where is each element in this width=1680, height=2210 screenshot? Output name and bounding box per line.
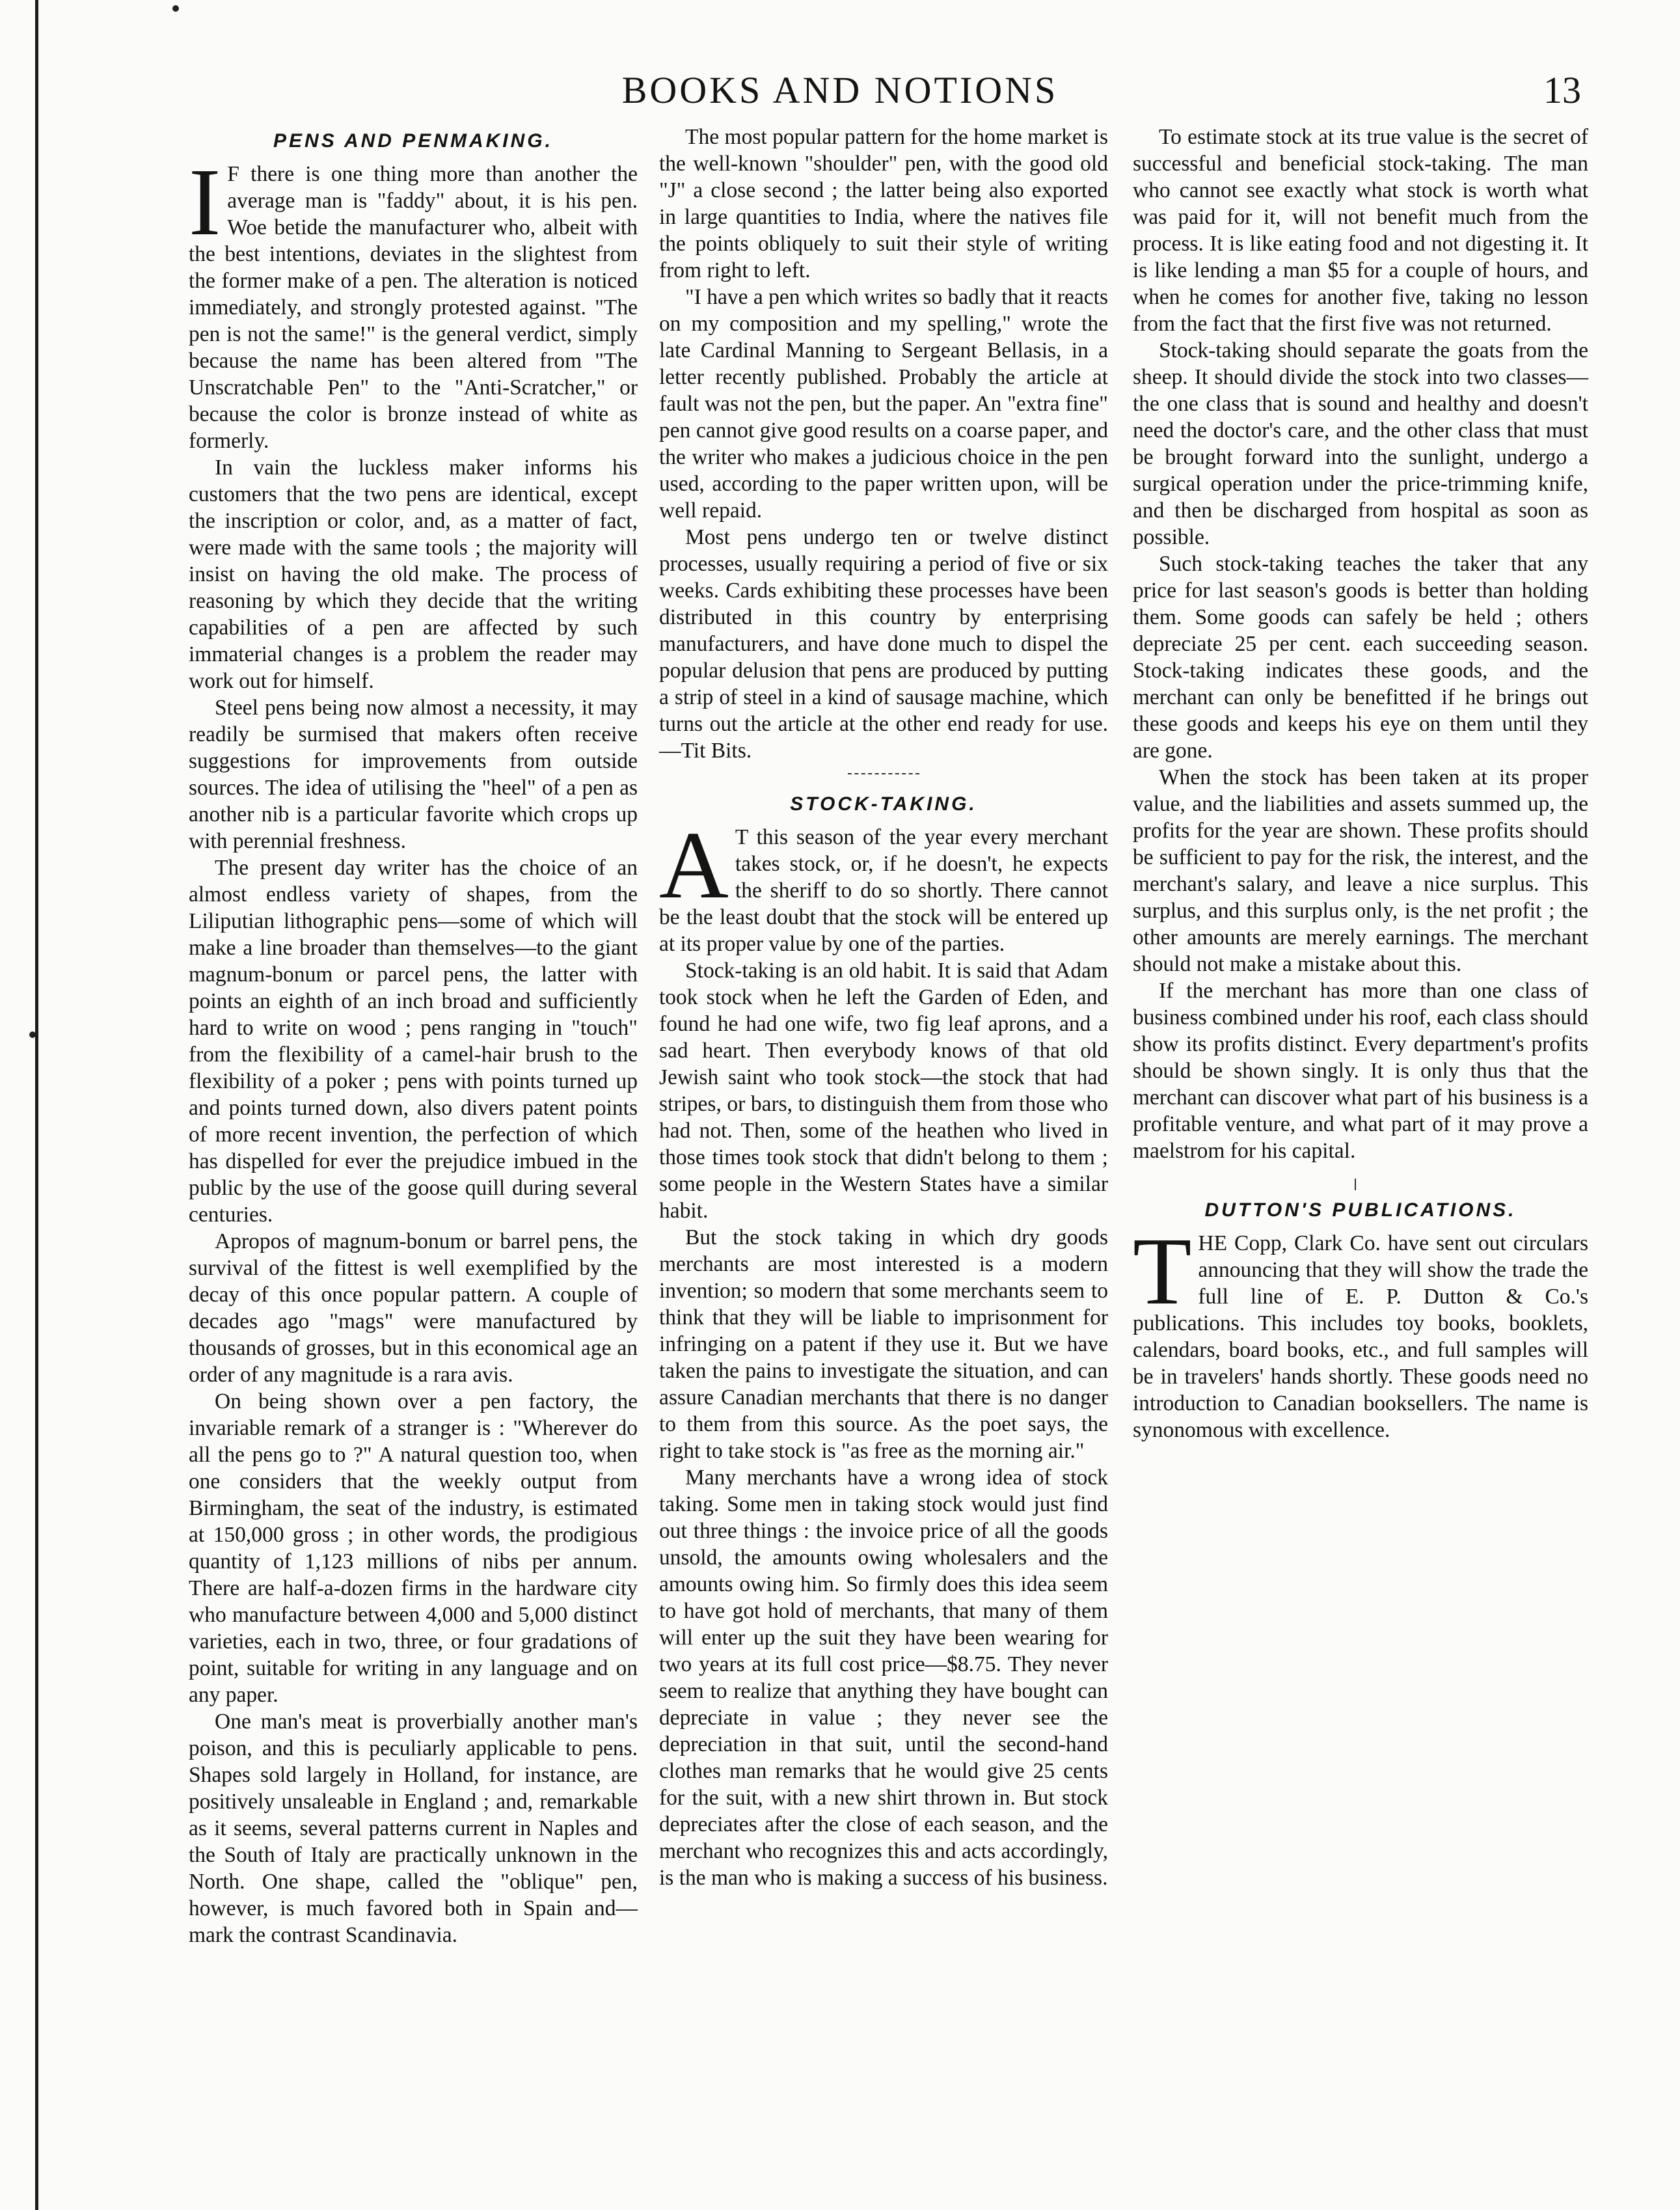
section-divider [848,773,919,776]
running-head [0,68,1680,114]
article-paragraph: "I have a pen which writes so badly that it reacts on my composition and my spelling," wrote the late Cardinal Manning to Sergeant Bellasis, in a letter recently published. Probably the article at fault was not the pen, but the paper. An "extra fine" pen cannot give good results on a coarse paper, and the writer who makes a judicious choice in the pen used, according to the paper written upon, will be well repaid. [659,285,1108,523]
article-paragraph: On being shown over a pen factory, the invariable remark of a stranger is : "Wherever do all the pens go to ?" A natural question too, when one considers that the weekly output from Birmingham, the seat of the industry, is estimated at 150,000 gross ; in other words, the prodigious quantity of 1,123 millions of nibs per annum. There are half-a-dozen firms in the hardware city who manufacture between 4,000 and 5,000 distinct varieties, each in two, three, or four gradations of point, suitable for writing in any language and on any paper. [189,1389,638,1707]
article-paragraph: Such stock-taking teaches the taker that any price for last season's goods is better than holding them. Some goods can safely be held ; others depreciate 25 per cent. each succeeding season. Stock-taking indicates these goods, and the merchant can only be benefitted if he brings out these goods and keeps his eye on them until they are gone. [1133,552,1588,763]
column-1 [189,124,638,1948]
running-title: BOOKS AND NOTIONS [621,69,1059,111]
article-paragraph: Stock-taking is an old habit. It is said that Adam took stock when he left the Garden of Eden, and found he had one wife, two fig leaf aprons, and a sad heart. Then everybody knows of that old Jewish saint who took stock—the stock that had stripes, or bars, to distinguish them from those who had not. Then, some of the heathen who lived in those times took stock that didn't belong to them ; some people in the Western States have a similar habit. [659,959,1108,1223]
section-divider [1355,1179,1366,1190]
article-paragraph: Stock-taking should separate the goats from the sheep. It should divide the stock into two classes—the one class that is sound and healthy and doesn't need the doctor's care, and the other class that must be brought forward into the sunlight, undergo a surgical operation under the price-trimming knife, and then be discharged from hospital as soon as possible. [1133,338,1588,549]
drop-cap: T [1133,1218,1192,1325]
article-title-pens: PENS AND PENMAKING. [273,130,553,152]
page-edge-rule [35,0,38,2210]
article-paragraph: In vain the luckless maker informs his customers that the two pens are identical, except the inscription or color, and, as a matter of fact, were made with the same tools ; the majority will insist on having the old make. The process of reasoning by which they decide that the writing capabilities of a pen are affected by such immaterial changes is a problem the reader may work out for himself. [189,456,638,693]
article-paragraph: To estimate stock at its true value is the secret of successful and beneficial stock-taking. The man who cannot see exactly what stock is worth what was paid for it, will not benefit much from the process. It is like eating food and not digesting it. It is like lending a man $5 for a couple of hours, and when he comes for another five, taking no lesson from the fact that the first five was not returned. [1133,125,1588,336]
column-2 [659,124,1108,1891]
article-title-stock-taking: STOCK-TAKING. [790,793,977,815]
ink-speck [172,5,179,12]
article-paragraph: The most popular pattern for the home market is the well-known "shoulder" pen, with the good old "J" a close second ; the latter being also exported in large quantities to India, where the natives file the points obliquely to suit their style of writing from right to left. [659,125,1108,282]
article-paragraph: If the merchant has more than one class of business combined under his roof, each class should show its profits distinct. Every department's profits should be shown singly. It is only thus that the merchant can discover what part of his business is a profitable venture, and what part of it may prove a maelstrom for his capital. [1133,979,1588,1163]
article-title-duttons: DUTTON'S PUBLICATIONS. [1204,1199,1517,1221]
article-paragraph: I F there is one thing more than another the average man is "faddy" about, it is his pen. Woe betide the manufacturer who, albeit with the best intentions, deviates in the slightest from the former make of a pen. The alteration is noticed immediately, and strongly protested against. "The pen is not the same!" is the general verdict, simply because the name has been altered from "The Unscratchable Pen" to the "Anti-Scratcher," or because the color is bronze instead of white as formerly. [189,149,638,453]
article-paragraph: A T this season of the year every merchant takes stock, or, if he doesn't, he expects the sheriff to do so shortly. There cannot be the least doubt that the stock will be entered up at its proper value by one of the parties. [659,812,1108,956]
article-paragraph: Apropos of magnum-bonum or barrel pens, the survival of the fittest is well exemplified by the decay of this once popular pattern. A couple of decades ago "mags" were manufactured by thousands of grosses, but in this economical age an order of any magnitude is a rara avis. [189,1229,638,1387]
article-paragraph: One man's meat is proverbially another man's poison, and this is peculiarly applicable to pens. Shapes sold largely in Holland, for instance, are positively unsaleable in England ; and, remarkable as it seems, several patterns current in Naples and the South of Italy are practically unknown in the North. One shape, called the "oblique" pen, however, is much favored both in Spain and—mark the contrast Scandinavia. [189,1710,638,1947]
column-3 [1133,124,1588,1443]
article-paragraph: Most pens undergo ten or twelve distinct processes, usually requiring a period of five or six weeks. Cards exhibiting these processes have been distributed in this country by enterprising manufacturers, and have done much to dispel the popular delusion that pens are produced by putting a strip of steel in a kind of sausage machine, which turns out the article at the other end ready for use.—Tit Bits. [659,525,1108,763]
article-paragraph: THE Copp, Clark Co. have sent out circulars announcing that they will show the trade the full line of E. P. Dutton & Co.'s publications. This includes toy books, booklets, calendars, board books, etc., and full samples will be in travelers' hands shortly. These goods need no introduction to Canadian booksellers. The name is synonomous with excellence. [1133,1218,1588,1442]
drop-cap: A [659,812,729,919]
page-number: 13 [1543,69,1581,111]
article-paragraph: Steel pens being now almost a necessity, it may readily be surmised that makers often receive suggestions for improvements from outside sources. The idea of utilising the "heel" of a pen as another nib is a particular favorite which crops up with perennial freshness. [189,696,638,853]
drop-cap: I [189,149,221,256]
article-paragraph: But the stock taking in which dry goods merchants are most interested is a modern invention; so modern that some merchants seem to think that they will be liable to imprisonment for infringing on a patent if they use it. But we have taken the pains to investigate the situation, and can assure Canadian merchants that there is no danger to them from this source. As the poet says, the right to take stock is "as free as the morning air." [659,1225,1108,1463]
ink-speck [29,1031,36,1038]
article-paragraph: When the stock has been taken at its proper value, and the liabilities and assets summed up, the profits for the year are shown. These profits should be sufficient to pay for the risk, the interest, and the merchant's salary, and leave a nice surplus. This surplus, and this surplus only, is the net profit ; the other amounts are merely earnings. The merchant should not make a mistake about this. [1133,765,1588,976]
article-paragraph: Many merchants have a wrong idea of stock taking. Some men in taking stock would just find out three things : the invoice price of all the goods unsold, the amounts owing wholesalers and the amounts owing him. So firmly does this idea seem to have got hold of merchants, that many of them will enter up the suit they have been wearing for two years at its full cost price—$8.75. They never seem to realize that anything they have bought can depreciate in value ; they never see the depreciation in that suit, until the second-hand clothes man remarks that he would give 25 cents for the suit, with a new shirt thrown in. But stock depreciates after the close of each season, and the merchant who recognizes this and acts accordingly, is the man who is making a success of his business. [659,1466,1108,1890]
article-paragraph: The present day writer has the choice of an almost endless variety of shapes, from the Liliputian lithographic pens—some of which will make a line broader than themselves—to the giant magnum-bonum or parcel pens, the latter with points an eighth of an inch broad and sufficiently hard to write on wood ; pens ranging in "touch" from the flexibility of a camel-hair brush to the flexibility of a poker ; pens with points turned up and points turned down, also divers patent points of more recent invention, the perfection of which has dispelled for ever the prejudice imbued in the public by the use of the goose quill during several centuries. [189,856,638,1227]
